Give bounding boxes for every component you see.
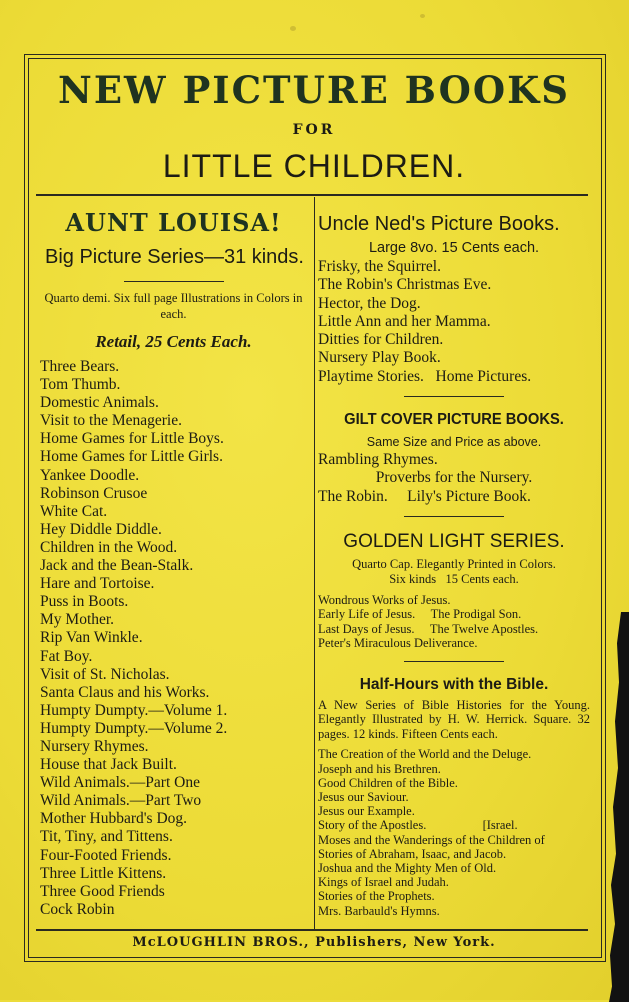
uncle-ned-section [318, 210, 590, 386]
book-title: Rip Van Winkle. [40, 629, 143, 647]
aunt-louisa-section [36, 205, 311, 919]
book-title: Jesus our Saviour. [318, 790, 409, 805]
book-title: Joshua and the Mighty Men of Old. [318, 860, 497, 875]
paper-stain [420, 14, 425, 18]
book-title: Visit to the Menagerie. [40, 412, 182, 430]
half-hours-section [318, 672, 590, 918]
book-title: Joseph and his Brethren. [318, 761, 441, 776]
golden-light-section [318, 527, 590, 651]
book-title: Peter's Miraculous Deliverance. [318, 636, 478, 651]
book-title: Cock Robin [40, 900, 115, 918]
retail-price: Retail, 25 Cents Each. [95, 332, 252, 351]
book-title: Wondrous Works of Jesus. [318, 592, 451, 607]
section-rule [404, 516, 504, 517]
half-hours-title: Half-Hours with the Bible. [359, 675, 549, 693]
for-label: FOR [292, 122, 336, 138]
book-title: Yankee Doodle. [40, 466, 140, 484]
book-title: Hector, the Dog. [318, 294, 421, 312]
book-title: My Mother. [40, 611, 115, 629]
book-title: Humpty Dumpty.—Volume 1. [40, 701, 228, 719]
header-rule [36, 194, 588, 196]
book-title: Three Bears. [40, 358, 120, 375]
book-title: Little Ann and her Mamma. [318, 312, 491, 330]
book-title: Three Little Kittens. [40, 864, 167, 882]
half-hours-description: A New Series of Bible Histories for the Young. Elegantly Illustrated by H. W. Herrick. Square. 32 pages. 12 kinds. Fifteen Cents each. [318, 697, 590, 741]
golden-light-format-line2: Six kinds 15 Cents each. [389, 571, 519, 586]
book-title: Home Games for Little Boys. [40, 430, 224, 448]
book-title: The Robin. Lily's Picture Book. [318, 487, 531, 505]
book-title: Hare and Tortoise. [40, 575, 155, 593]
book-title: Fat Boy. [40, 647, 93, 665]
book-title: White Cat. [40, 502, 108, 520]
book-title: Moses and the Wanderings of the Children of [318, 832, 545, 847]
book-title: Good Children of the Bible. [318, 775, 458, 790]
right-column [318, 210, 590, 918]
page-subtitle: LITTLE CHILDREN. [162, 148, 466, 184]
book-title: The Creation of the World and the Deluge. [318, 747, 532, 762]
book-title: Wild Animals.—Part Two [40, 792, 202, 810]
book-title: Mother Hubbard's Dog. [40, 810, 188, 828]
book-title: Playtime Stories. Home Pictures. [318, 367, 532, 385]
section-rule [124, 281, 224, 282]
format-note: Quarto demi. Six full page Illustrations in Colors in each. [44, 291, 303, 321]
book-title: Puss in Boots. [40, 593, 129, 611]
book-title: The Robin's Christmas Eve. [318, 276, 492, 294]
uncle-ned-format: Large 8vo. 15 Cents each. [368, 240, 540, 256]
book-title: Domestic Animals. [40, 394, 159, 412]
book-title: Early Life of Jesus. The Prodigal Son. [318, 607, 522, 622]
book-title: Tom Thumb. [40, 376, 121, 394]
book-title: Ditties for Children. [318, 331, 444, 349]
book-title: Stories of Abraham, Isaac, and Jacob. [318, 846, 507, 861]
big-picture-series-subtitle: Big Picture Series—31 kinds. [44, 246, 304, 268]
book-title: Rambling Rhymes. [318, 451, 438, 469]
book-title: Nursery Rhymes. [40, 737, 149, 755]
book-title: Visit of St. Nicholas. [40, 665, 170, 683]
book-title: Tit, Tiny, and Tittens. [40, 828, 173, 846]
book-title: Home Games for Little Girls. [40, 448, 223, 466]
uncle-ned-title: Uncle Ned's Picture Books. [318, 213, 560, 235]
book-title: Children in the Wood. [40, 538, 178, 556]
book-title: Nursery Play Book. [318, 349, 441, 367]
book-title: Stories of the Prophets. [318, 889, 435, 904]
footer-rule [36, 929, 588, 931]
section-rule [404, 396, 504, 397]
book-title: Wild Animals.—Part One [40, 774, 200, 792]
book-title: Kings of Israel and Judah. [318, 875, 449, 890]
book-title: Frisky, the Squirrel. [318, 258, 441, 275]
book-title: Story of the Apostles. [Israel. [318, 818, 518, 833]
book-title: Humpty Dumpty.—Volume 2. [40, 719, 228, 737]
book-title: Hey Diddle Diddle. [40, 520, 162, 538]
book-title: Four-Footed Friends. [40, 846, 172, 864]
gilt-cover-note: Same Size and Price as above. [366, 435, 542, 450]
aunt-louisa-book-list [36, 358, 311, 919]
book-title: Santa Claus and his Works. [40, 683, 210, 701]
book-title: Jesus our Example. [318, 804, 415, 819]
paper-stain [290, 26, 296, 31]
page-title: NEW PICTURE BOOKS [58, 68, 570, 112]
book-title: Mrs. Barbauld's Hymns. [318, 903, 440, 918]
gilt-cover-title: GILT COVER PICTURE BOOKS. [344, 411, 564, 429]
golden-light-format-line1: Quarto Cap. Elegantly Printed in Colors. [352, 556, 556, 571]
aunt-louisa-title: AUNT LOUISA! [65, 208, 282, 237]
section-rule [404, 661, 504, 662]
gilt-cover-section [318, 407, 590, 506]
book-title: Jack and the Bean-Stalk. [40, 557, 194, 575]
book-title: Three Good Friends [40, 882, 165, 900]
book-title: Last Days of Jesus. The Twelve Apostles. [318, 621, 539, 636]
book-title: Robinson Crusoe [40, 484, 148, 502]
book-title: Proverbs for the Nursery. [375, 469, 533, 487]
book-title: House that Jack Built. [40, 756, 177, 774]
publisher-imprint: McLOUGHLIN BROS., Publishers, New York. [132, 935, 496, 950]
golden-light-title: GOLDEN LIGHT SERIES. [343, 530, 565, 552]
